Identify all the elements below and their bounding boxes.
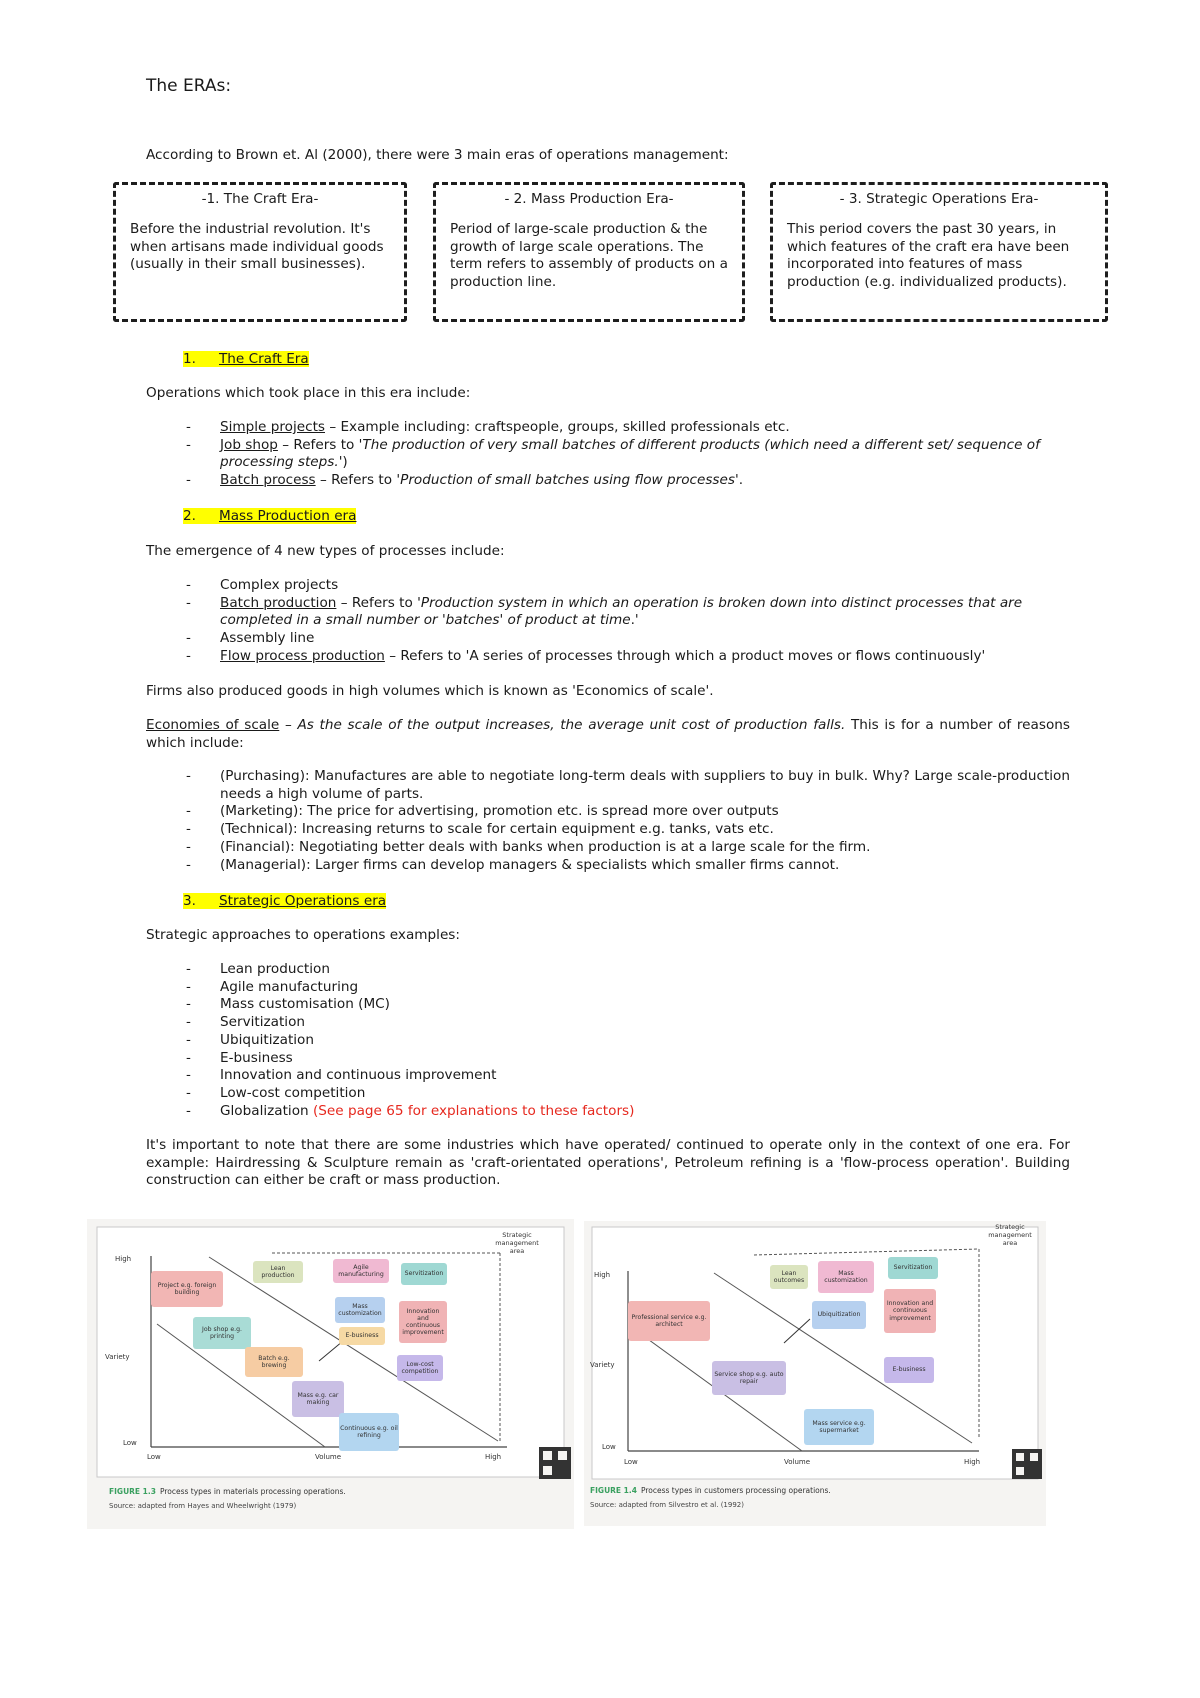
list-item: - Low-cost competition [146,1085,1070,1103]
list-item: - (Technical): Increasing returns to scale for certain equipment e.g. tanks, vats etc. [146,821,1070,839]
section-lead: Operations which took place in this era include: [146,385,471,401]
service-type-box-label: Professional service e.g. architect [631,1313,707,1328]
scale-note: Firms also produced goods in high volumes which is known as 'Economics of scale'. [146,683,714,699]
process-type-box-label: Batch e.g. brewing [258,1354,290,1369]
y-axis-low-label: Low [602,1443,616,1451]
era-box-body: Before the industrial revolution. It's when artisans made individual goods (usually in their small businesses). [130,221,384,272]
service-type-box-label: Lean outcomes [773,1269,805,1284]
process-type-box-label: Low-cost competition [401,1360,439,1375]
figure-2-graphic [584,1221,1046,1526]
process-type-box-label-wrap [335,1297,385,1323]
process-type-box-label-wrap [339,1327,385,1345]
process-type-box-label: Job shop e.g. printing [202,1325,242,1340]
qr-code-marker [1030,1453,1038,1461]
section-lead: The emergence of 4 new types of processes include: [146,543,505,559]
qr-code-marker [1016,1453,1024,1461]
list-item: - (Financial): Negotiating better deals with banks when production is at a large scale for the firm. [146,839,1070,857]
process-type-box-label: Project e.g. foreign building [157,1281,217,1296]
process-type-box-label-wrap [399,1301,447,1343]
service-type-box-label: Service shop e.g. auto repair [714,1370,784,1385]
list-item: - Flow process production – Refers to 'A series of processes through which a product moves or flows continuously' [146,648,1070,666]
figure-materials-processing [87,1219,574,1529]
era-box-mass-production [433,182,745,322]
list-item: - Assembly line [146,630,1070,648]
list-item: - Agile manufacturing [146,979,1070,997]
section-number: 2. [183,508,219,524]
intro-text: According to Brown et. Al (2000), there were 3 main eras of operations management: [146,147,729,163]
process-type-box-label: Agile manufacturing [338,1263,384,1278]
figure-source: Source: adapted from Hayes and Wheelwright (1979) [109,1502,297,1510]
list-item: - (Purchasing): Manufactures are able to negotiate long-term deals with suppliers to buy in bulk. Why? Large scale-production needs a high volume of parts. [146,768,1070,803]
process-type-box-label: Continuous e.g. oil refining [340,1424,398,1439]
figure-caption: FIGURE 1.4 Process types in customers processing operations. [590,1486,831,1495]
section-title: Strategic Operations era [219,893,387,909]
service-type-box-label-wrap [888,1257,938,1279]
process-type-box-label-wrap [292,1381,344,1417]
service-type-box-label-wrap [628,1301,710,1341]
section-title: The Craft Era [219,351,309,367]
service-type-box-label: Mass service e.g. supermarket [812,1419,866,1434]
strategic-area-label-wrap [487,1231,547,1265]
era-box-title: - 2. Mass Production Era- [504,191,674,207]
process-type-box-label: E-business [345,1332,379,1340]
service-type-box-label-wrap [770,1265,808,1289]
list-item: - E-business [146,1050,1070,1068]
list-item: - (Marketing): The price for advertising, promotion etc. is spread more over outputs [146,803,1070,821]
list-item: - Complex projects [146,577,1070,595]
service-type-box-label-wrap [812,1301,866,1329]
list-item: - Simple projects – Example including: craftspeople, groups, skilled professionals etc. [146,419,1070,437]
process-type-box-label-wrap [151,1271,223,1307]
qr-code-marker [1016,1467,1024,1475]
figure-1-graphic [87,1219,574,1529]
service-type-box-label-wrap [804,1409,874,1445]
craft-process-list [146,419,1070,490]
x-axis-low-label: Low [147,1453,161,1461]
y-axis-label: Variety [590,1361,615,1369]
economies-of-scale-reasons [146,768,1070,874]
y-axis-low-label: Low [123,1439,137,1447]
y-axis-high-label: High [594,1271,611,1279]
strategic-area-label-wrap [980,1223,1040,1257]
service-type-box-label: Innovation and continuous improvement [886,1300,934,1322]
list-item: - (Managerial): Larger firms can develop managers & specialists which smaller firms cannot. [146,857,1070,875]
y-axis-high-label: High [115,1255,132,1263]
service-type-box-label-wrap [818,1261,874,1293]
page-reference: (See page 65 for explanations to these factors) [312,1102,635,1119]
x-axis-label: Volume [315,1453,342,1461]
process-type-box-label-wrap [401,1263,447,1285]
process-type-box-label: Mass customization [338,1302,382,1317]
service-type-box-label-wrap [884,1357,934,1383]
section-number: 3. [183,893,219,909]
qr-code-marker [543,1451,552,1460]
service-type-box-label-wrap [884,1289,936,1333]
figure-source: Source: adapted from Silvestro et al. (1992) [590,1501,744,1509]
process-type-box-label-wrap [245,1347,303,1377]
strategic-area-label: Strategic management area [988,1223,1032,1247]
section-lead: Strategic approaches to operations examples: [146,927,460,943]
era-box-title: -1. The Craft Era- [201,191,319,207]
service-type-box-label: Mass customization [824,1269,868,1284]
process-type-box-label: Lean production [261,1264,295,1279]
era-box-craft [113,182,407,322]
service-type-box-label: E-business [892,1366,926,1374]
closing-paragraph: It's important to note that there are some industries which have operated/ continued to operate only in the context of one era. For example: Hairdressing & Sculpture remain as 'craft-orientated operations', Petroleum refining is a 'flow-process operation'. Building construction can either be craft or mass production. [146,1137,1070,1188]
era-box-strategic [770,182,1108,322]
x-axis-high-label: High [964,1458,981,1466]
list-item: - Ubiquitization [146,1032,1070,1050]
list-item: - Innovation and continuous improvement [146,1067,1070,1085]
qr-code-marker [558,1451,567,1460]
service-type-box-label: Servitization [893,1264,933,1272]
figure-caption: FIGURE 1.3 Process types in materials processing operations. [109,1487,346,1496]
y-axis-label: Variety [105,1353,130,1361]
list-item: - Mass customisation (MC) [146,996,1070,1014]
section-heading-craft [183,351,309,367]
strategic-area-label: Strategic management area [495,1231,539,1255]
x-axis-low-label: Low [624,1458,638,1466]
era-box-body: This period covers the past 30 years, in which features of the craft era have been incorporated into features of mass production (e.g. individualized products). [787,221,1070,290]
process-type-box-label-wrap [339,1413,399,1451]
era-box-title: - 3. Strategic Operations Era- [839,191,1039,207]
process-type-box-label-wrap [333,1259,389,1283]
economies-of-scale-definition: Economies of scale – As the scale of the output increases, the average unit cost of production falls. This is for a number of reasons which include: [146,717,1070,751]
era-box-body: Period of large-scale production & the growth of large scale operations. The term refers to assembly of products on a production line. [450,221,728,290]
x-axis-high-label: High [485,1453,502,1461]
qr-code-marker [543,1466,552,1475]
process-type-box-label: Mass e.g. car making [297,1391,339,1406]
process-type-box-label: Innovation and continuous improvement [402,1307,444,1337]
list-item: - Servitization [146,1014,1070,1032]
process-type-box-label-wrap [253,1261,303,1283]
list-item: - Batch production – Refers to 'Production system in which an operation is broken down into distinct processes that are completed in a small number or 'batches' of product at time.' [146,595,1070,630]
process-type-box-label-wrap [397,1355,443,1381]
page-title: The ERAs: [146,76,232,96]
list-item: - Lean production [146,961,1070,979]
section-heading-strategic [183,893,386,909]
x-axis-label: Volume [784,1458,811,1466]
section-heading-mass-production [183,508,356,524]
strategic-approaches-list [146,961,1070,1120]
section-number: 1. [183,351,219,367]
list-item: - Globalization (See page 65 for explanations to these factors) [146,1103,1070,1121]
service-type-box-label-wrap [712,1361,786,1395]
process-type-box-label: Servitization [404,1270,444,1278]
service-type-box-label: Ubiquitization [817,1311,861,1319]
section-title: Mass Production era [219,508,357,524]
list-item: - Job shop – Refers to 'The production of very small batches of different products (which need a different set/ sequence of processing steps.') [146,437,1070,472]
figure-customer-processing [584,1221,1046,1526]
list-item: - Batch process – Refers to 'Production of small batches using flow processes'. [146,472,1070,490]
process-type-box-label-wrap [193,1317,251,1349]
mass-process-list [146,577,1070,666]
